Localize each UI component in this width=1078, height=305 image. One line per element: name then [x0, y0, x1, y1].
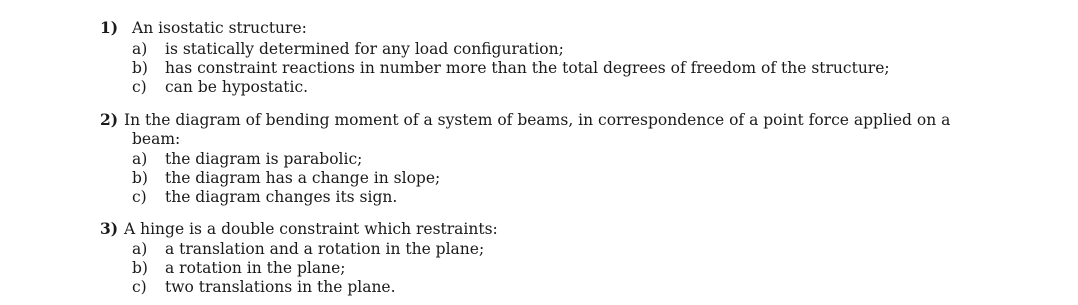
question-text: An isostatic structure:: [132, 19, 307, 37]
question-number: 1): [100, 18, 119, 37]
option-label: c): [132, 188, 147, 206]
option-label: c): [132, 278, 147, 296]
question-text-continuation: beam:: [132, 130, 181, 148]
question-text: In the diagram of bending moment of a system of beams, in correspondence of a point force applied on a: [124, 111, 951, 129]
option-text: has constraint reactions in number more than the total degrees of freedom of the structure;: [165, 59, 890, 77]
option-label: b): [132, 259, 148, 277]
option-text: two translations in the plane.: [165, 278, 396, 296]
option-label: a): [132, 40, 148, 58]
option-text: the diagram is parabolic;: [165, 150, 363, 168]
option-text: a translation and a rotation in the plane;: [165, 240, 485, 258]
option-label: a): [132, 240, 148, 258]
option-label: a): [132, 150, 148, 168]
option-text: is statically determined for any load configuration;: [165, 40, 564, 58]
option-label: c): [132, 78, 147, 96]
option-text: the diagram changes its sign.: [165, 188, 398, 206]
option-label: b): [132, 59, 148, 77]
option-text: can be hypostatic.: [165, 78, 309, 96]
option-text: a rotation in the plane;: [165, 259, 346, 277]
question-number: 2): [100, 110, 119, 129]
question-number: 3): [100, 219, 119, 238]
option-text: the diagram has a change in slope;: [165, 169, 441, 187]
question-text: A hinge is a double constraint which restraints:: [124, 220, 498, 238]
option-label: b): [132, 169, 148, 187]
